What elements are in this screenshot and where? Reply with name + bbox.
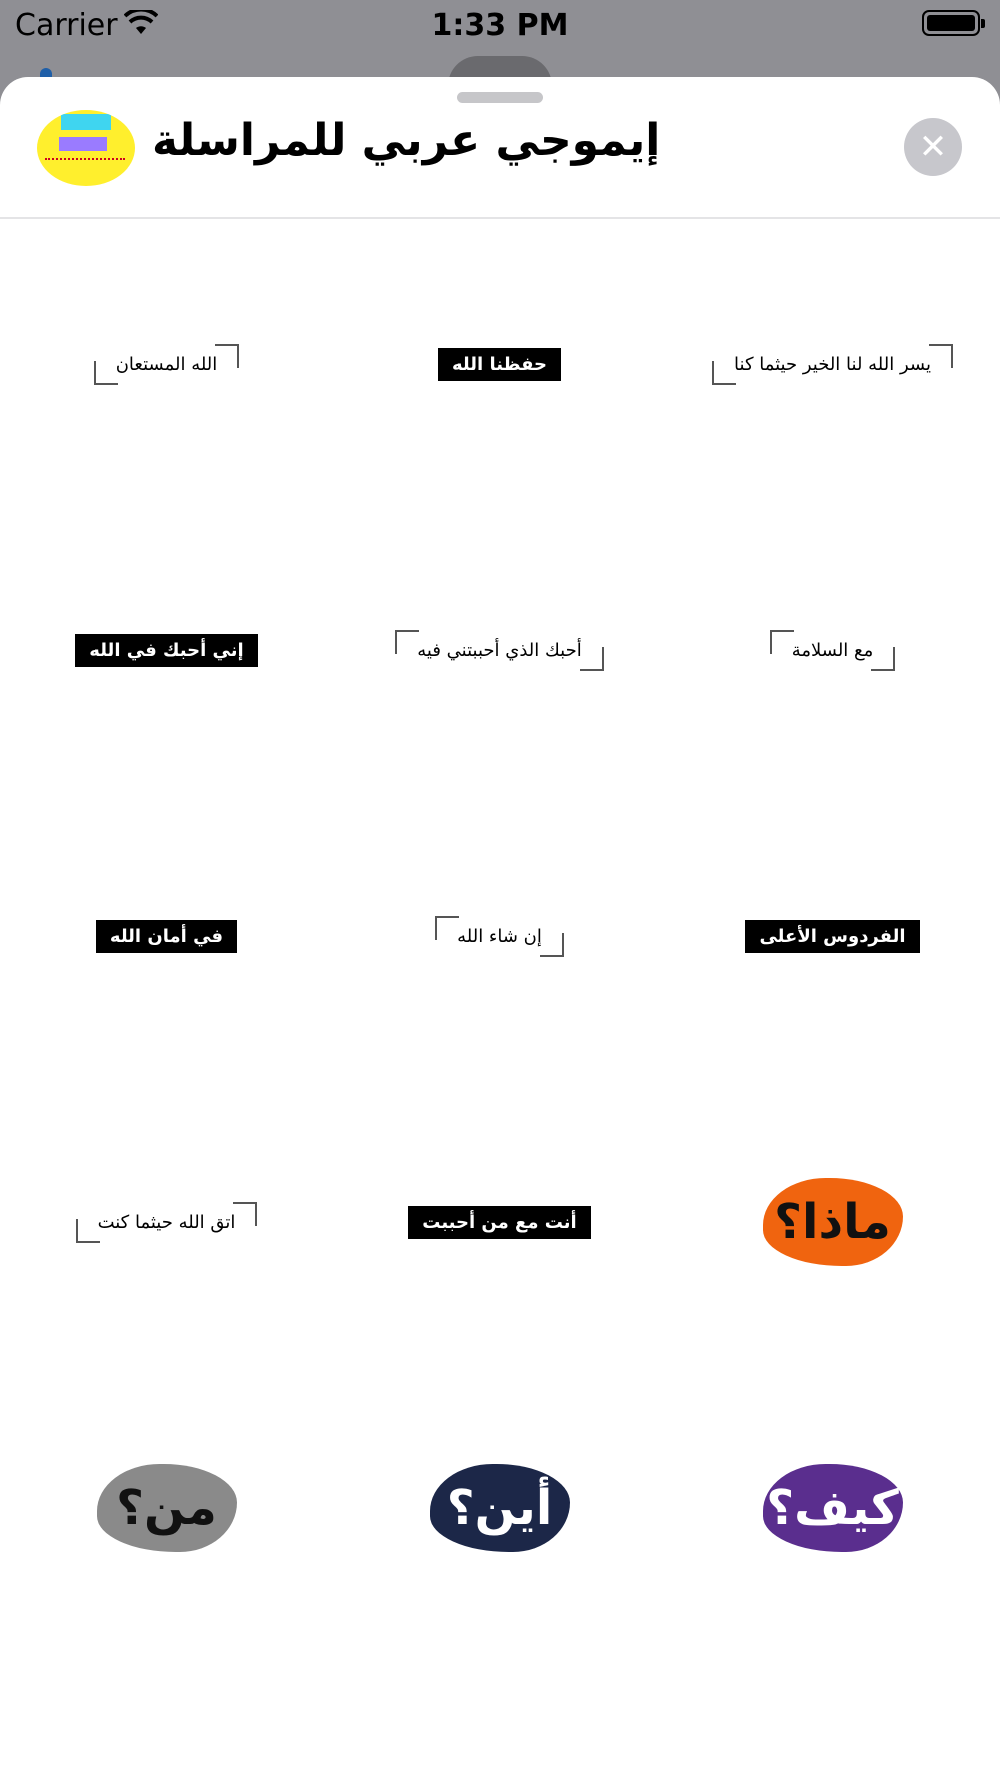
sticker-label: في أمان الله [96,920,237,953]
sticker-cell[interactable] [666,793,999,1079]
sticker-label: مع السلامة [770,630,896,671]
sheet-title: إيموجي عربي للمراسلة [152,115,661,166]
sticker-cell[interactable] [0,793,333,1079]
sheet-header [0,77,1000,219]
sticker-cell[interactable] [666,507,999,793]
sticker-label: أنت مع من أحببت [408,1206,590,1239]
sticker-cell[interactable] [333,221,666,507]
sticker-label: من؟ [97,1464,237,1552]
sticker-grid [0,221,1000,1651]
sticker-cell[interactable] [666,221,999,507]
app-icon [37,110,135,186]
sticker-label: كيف؟ [763,1464,903,1552]
sticker-label: الله المستعان [94,344,240,385]
sticker-label: حفظنا الله [438,348,561,381]
battery-icon [922,10,980,36]
close-icon: ✕ [918,127,948,167]
sticker-cell[interactable] [666,1079,999,1365]
sticker-label: إن شاء الله [435,916,564,957]
sticker-cell[interactable] [0,221,333,507]
sticker-label: أين؟ [430,1464,570,1552]
sticker-cell[interactable] [666,1365,999,1651]
carrier-label: Carrier [15,8,118,43]
sticker-cell[interactable] [0,1079,333,1365]
close-button[interactable] [904,118,962,176]
sticker-label: يسر الله لنا الخير حيثما كنا [712,344,953,385]
sticker-cell[interactable] [0,507,333,793]
sticker-cell[interactable] [0,1365,333,1651]
sticker-cell[interactable] [333,1365,666,1651]
sticker-cell[interactable] [333,1079,666,1365]
sticker-label: ماذا؟ [763,1178,903,1266]
sticker-label: الفردوس الأعلى [745,920,919,953]
sticker-label: اتق الله حيثما كنت [76,1202,258,1243]
sticker-cell[interactable] [333,507,666,793]
sticker-sheet [0,77,1000,1778]
sticker-label: أحبك الذي أحببتني فيه [395,630,603,671]
status-bar [0,0,1000,50]
clock: 1:33 PM [431,8,569,43]
sticker-label: إني أحبك في الله [75,634,257,667]
sticker-cell[interactable] [333,793,666,1079]
